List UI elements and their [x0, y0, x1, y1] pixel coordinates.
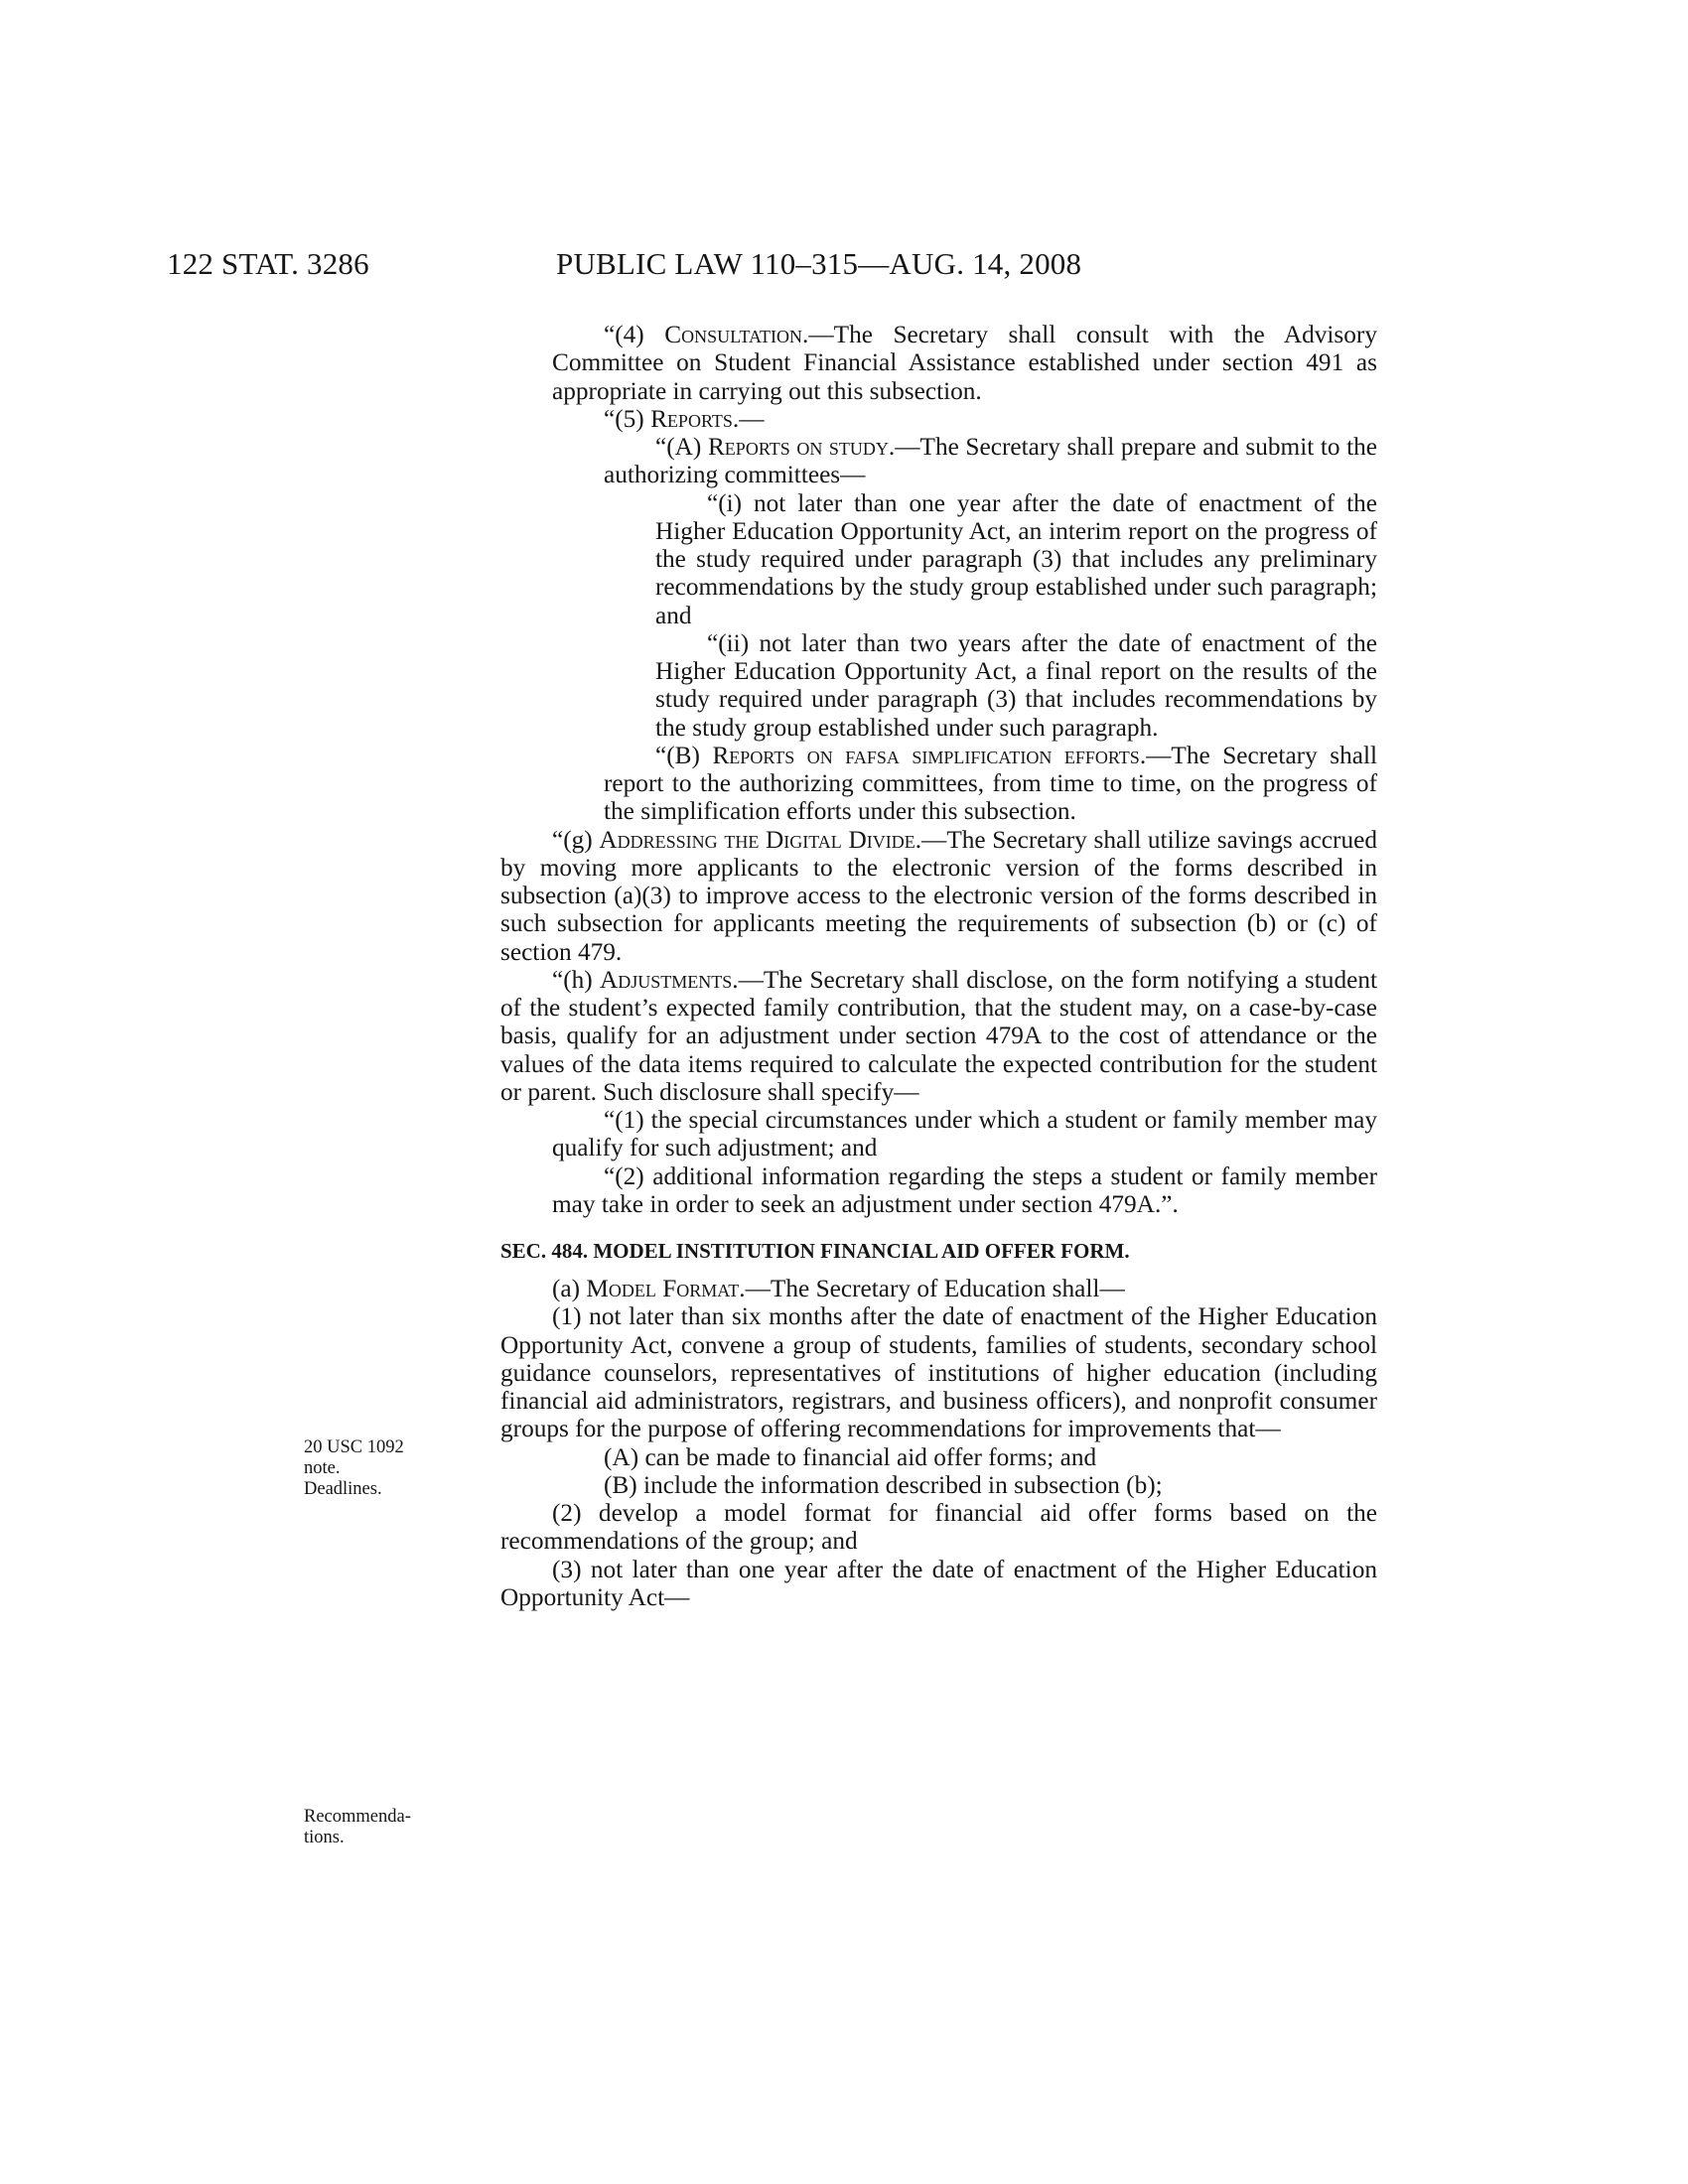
subparagraph-reports-on-study: “(A) Reports on study.—The Secretary shall prepare and submit to the authorizing committees— — [604, 433, 1378, 489]
paragraph-heading: Addressing the Digital Divide — [599, 825, 915, 854]
paragraph-heading: Consultation — [664, 321, 803, 348]
paragraph-heading: Adjustments — [599, 965, 733, 994]
paragraph-reports: “(5) Reports.— — [604, 404, 765, 433]
statute-body — [500, 321, 1377, 1611]
paragraph-develop-model: (2) develop a model format for financial aid offer forms based on the recommendations of the group; and — [500, 1499, 1377, 1556]
margin-note-usc — [304, 1437, 404, 1500]
margin-note-line: note. — [304, 1458, 341, 1478]
paragraph-one-year: (3) not later than one year after the date of enactment of the Higher Education Opportunity Act— — [500, 1555, 1377, 1611]
page-stat-citation: 122 STAT. 3286 — [167, 246, 369, 281]
subsection-adjustments: “(h) Adjustments.—The Secretary shall disclose, on the form notifying a student of the student’s expected family contribution, that the student may, on a case-by-case basis, qualify for an adjustment under section 479A to the cost of attendance or the values of the data items required to calculate the expected contribution for the student or parent. Such disclosure shall specify— — [500, 965, 1377, 1106]
margin-note-line: 20 USC 1092 — [304, 1437, 404, 1457]
clause-interim-report: “(i) not later than one year after the date of enactment of the Higher Education Opportunity Act, an interim report on the progress of the study required under paragraph (3) that includes any preliminary recommendations by the study group established under such paragraph; and — [655, 488, 1377, 629]
paragraph-additional-information: “(2) additional information regarding the steps a student or family member may take in order to seek an adjustment under section 479A.”. — [552, 1161, 1377, 1218]
margin-note-line: Recommenda- — [304, 1807, 411, 1827]
paragraph-heading: Reports — [650, 404, 733, 433]
margin-note-recommendations — [304, 1807, 411, 1848]
paragraph-heading: Reports on fafsa simplification efforts — [712, 741, 1140, 769]
margin-note-line: tions. — [304, 1828, 345, 1847]
clause-final-report: “(ii) not later than two years after the date of enactment of the Higher Education Opportunity Act, a final report on the results of the study required under paragraph (3) that includes recommendations by the study group established under such paragraph. — [655, 628, 1377, 742]
running-header: PUBLIC LAW 110–315—AUG. 14, 2008 — [556, 246, 1082, 281]
paragraph-special-circumstances: “(1) the special circumstances under which a student or family member may qualify for such adjustment; and — [552, 1106, 1377, 1162]
section-heading: SEC. 484. MODEL INSTITUTION FINANCIAL AID OFFER FORM. — [500, 1239, 1130, 1263]
subsection-digital-divide: “(g) Addressing the Digital Divide.—The Secretary shall utilize savings accrued by moving more applicants to the electronic version of the forms described in subsection (a)(3) to improve access to the electronic version of the forms described in such subsection for applicants meeting the requirements of subsection (b) or (c) of section 479. — [500, 825, 1377, 966]
subparagraph-offer-forms: (A) can be made to financial aid offer forms; and — [604, 1442, 1097, 1471]
subparagraph-include-information: (B) include the information described in subsection (b); — [604, 1470, 1163, 1499]
paragraph-heading: Model Format — [586, 1275, 740, 1302]
margin-note-line: Deadlines. — [304, 1479, 382, 1499]
paragraph-heading: Reports on study — [707, 433, 889, 461]
paragraph-consultation: “(4) Consultation.—The Secretary shall consult with the Advisory Committee on Student Financial Assistance established under section 491 as appropriate in carrying out this subsection. — [552, 321, 1377, 405]
paragraph-convene-group: (1) not later than six months after the date of enactment of the Higher Education Opportunity Act, convene a group of students, families of students, secondary school guidance counselors, representatives of institutions of higher education (including financial aid administrators, registrars, and business officers), and nonprofit consumer groups for the purpose of offering recommendations for improvements that— — [500, 1302, 1377, 1443]
subsection-model-format: (a) Model Format.—The Secretary of Education shall— — [552, 1275, 1125, 1302]
subparagraph-fafsa-simplification: “(B) Reports on fafsa simplification efforts.—The Secretary shall report to the authorizing committees, from time to time, on the progress of the simplification efforts under this subsection. — [604, 741, 1377, 826]
